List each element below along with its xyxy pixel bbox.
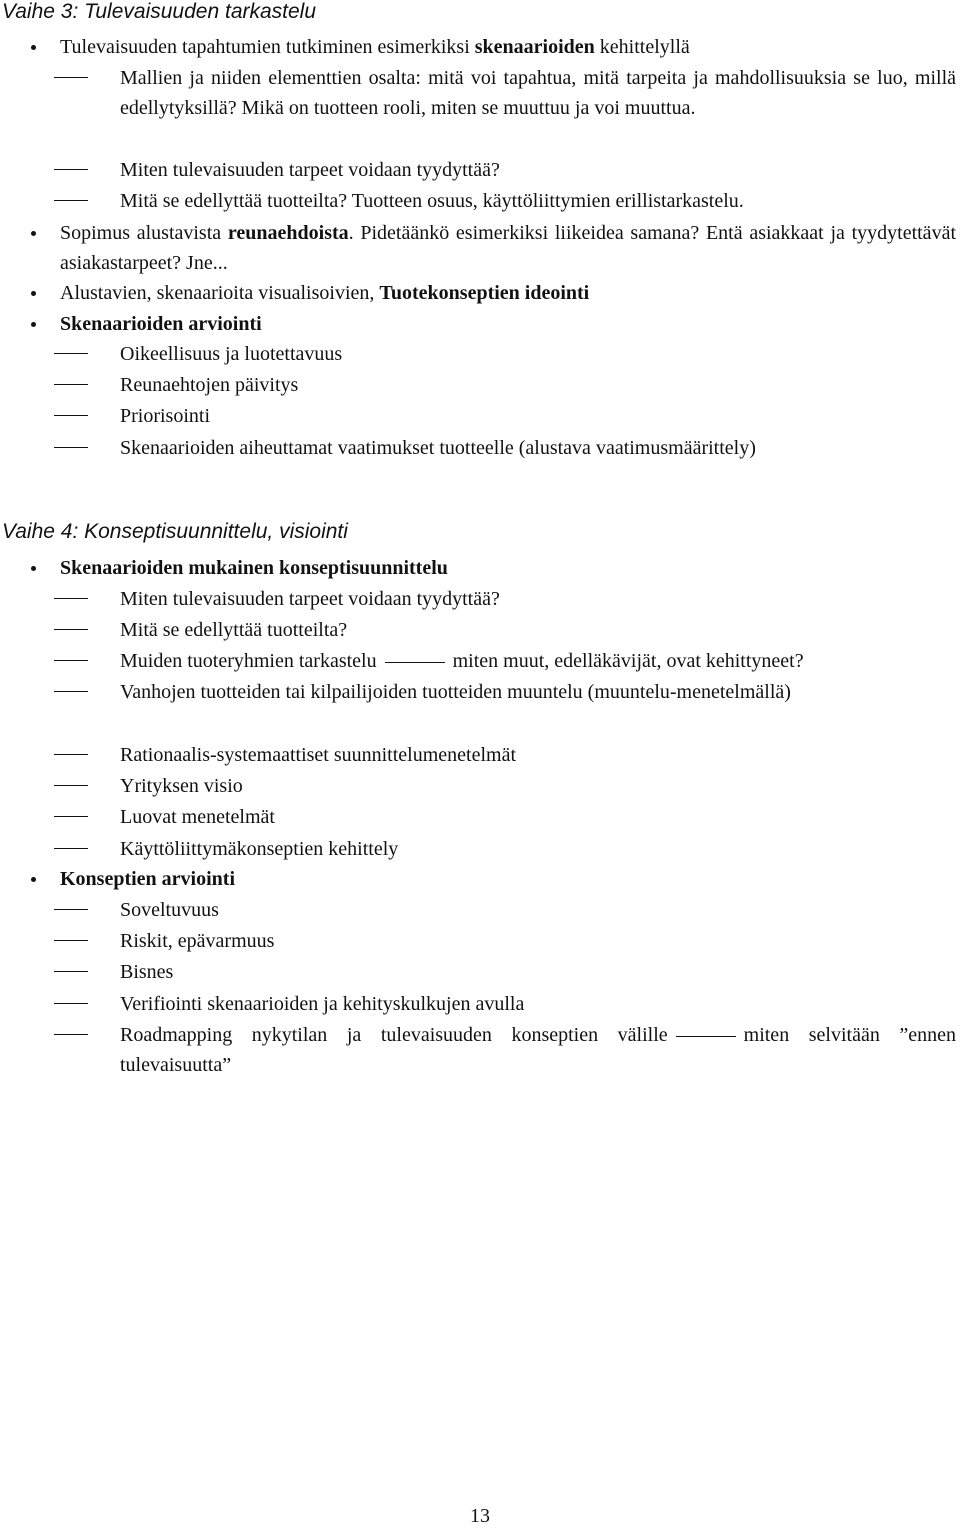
subitem-skenaarioiden-vaatimukset: Skenaarioiden aiheuttamat vaatimukset tuotteelle (alustava vaatimusmäärittely)	[120, 433, 956, 463]
subitem-text: Muiden tuoteryhmien tarkastelu	[120, 650, 377, 672]
bullet-bold-text: Tuotekonseptien ideointi	[379, 282, 590, 304]
bullet-tuotekonseptien-ideointi	[60, 278, 956, 308]
subitem-kayttoliittymakonseptit: Käyttöliittymäkonseptien kehittely	[120, 834, 956, 864]
subitem-riskit: Riskit, epävarmuus	[120, 926, 956, 956]
subitem-tulevaisuuden-tarpeet: Miten tulevaisuuden tarpeet voidaan tyydyttää?	[120, 584, 956, 614]
bullet-sopimus-reunaehdoista	[60, 218, 956, 278]
bullet-text: kehittelyllä	[594, 36, 690, 58]
subitem-muiden-tuoteryhmien-tarkastelu	[120, 646, 956, 676]
bullet-text: Alustavien, skenaarioita visualisoivien,	[60, 282, 380, 304]
subitem-text: Roadmapping nykytilan ja tulevaisuuden konseptien välille	[120, 1024, 668, 1046]
bullet-bold-text: skenaarioiden	[474, 36, 595, 58]
bullet-bold-text: reunaehdoista	[227, 222, 349, 244]
bullet-konseptisuunnittelu	[60, 553, 956, 583]
subitem-oikeellisuus: Oikeellisuus ja luotettavuus	[120, 339, 956, 369]
subitem-text: miten selvitään ”ennen tulevaisuutta”	[120, 1024, 956, 1076]
subitem-text: miten muut, edelläkävijät, ovat kehittyneet?	[452, 650, 804, 672]
em-dash-rule	[385, 662, 445, 663]
bullet-tulevaisuuden-tapahtumat	[60, 32, 956, 62]
bullet-bold-text: Skenaarioiden arviointi	[60, 313, 262, 335]
subitem-edellyttaa-tuotteilta: Mitä se edellyttää tuotteilta? Tuotteen osuus, käyttöliittymien erillistarkastelu.	[120, 186, 956, 216]
subitem-yrityksen-visio: Yrityksen visio	[120, 771, 956, 801]
subitem-luovat-menetelmat: Luovat menetelmät	[120, 802, 956, 832]
section-heading-vaihe-4: Vaihe 4: Konseptisuunnittelu, visiointi	[2, 520, 348, 543]
em-dash-rule	[676, 1036, 736, 1037]
page-number: 13	[470, 1505, 490, 1527]
subitem-soveltuvuus: Soveltuvuus	[120, 895, 956, 925]
subitem-tulevaisuuden-tarpeet: Miten tulevaisuuden tarpeet voidaan tyydyttää?	[120, 155, 956, 185]
subitem-mallien-elementit: Mallien ja niiden elementtien osalta: mitä voi tapahtua, mitä tarpeita ja mahdollisuuksia se luo, millä edellytyksillä? Mikä on tuotteen rooli, miten se muuttuu ja voi muuttua.	[120, 63, 956, 123]
bullet-text: Sopimus alustavista	[60, 222, 228, 244]
section-heading-vaihe-3: Vaihe 3: Tulevaisuuden tarkastelu	[2, 0, 317, 23]
bullet-bold-text: Konseptien arviointi	[60, 868, 236, 890]
subitem-roadmapping	[120, 1020, 956, 1080]
subitem-vanhojen-tuotteiden-muuntelu: Vanhojen tuotteiden tai kilpailijoiden tuotteiden muuntelu (muuntelu-menetelmällä)	[120, 677, 956, 707]
subitem-suunnittelumenetelmat: Rationaalis-systemaattiset suunnittelumenetelmät	[120, 740, 956, 770]
subitem-reunaehtojen-paivitys: Reunaehtojen päivitys	[120, 370, 956, 400]
bullet-skenaarioiden-arviointi	[60, 309, 956, 339]
subitem-verifiointi: Verifiointi skenaarioiden ja kehityskulkujen avulla	[120, 989, 956, 1019]
subitem-bisnes: Bisnes	[120, 957, 956, 987]
bullet-text: Tulevaisuuden tapahtumien tutkiminen esimerkiksi	[60, 36, 475, 58]
subitem-edellyttaa-tuotteilta: Mitä se edellyttää tuotteilta?	[120, 615, 956, 645]
subitem-priorisointi: Priorisointi	[120, 401, 956, 431]
bullet-bold-text: Skenaarioiden mukainen konseptisuunnittelu	[60, 557, 448, 579]
bullet-text: . Pidetäänkö esimerkiksi liikeidea samana? Entä asiakkaat ja tyydytettävät asiakastarpeet? Jne...	[60, 222, 956, 274]
bullet-konseptien-arviointi	[60, 864, 956, 894]
